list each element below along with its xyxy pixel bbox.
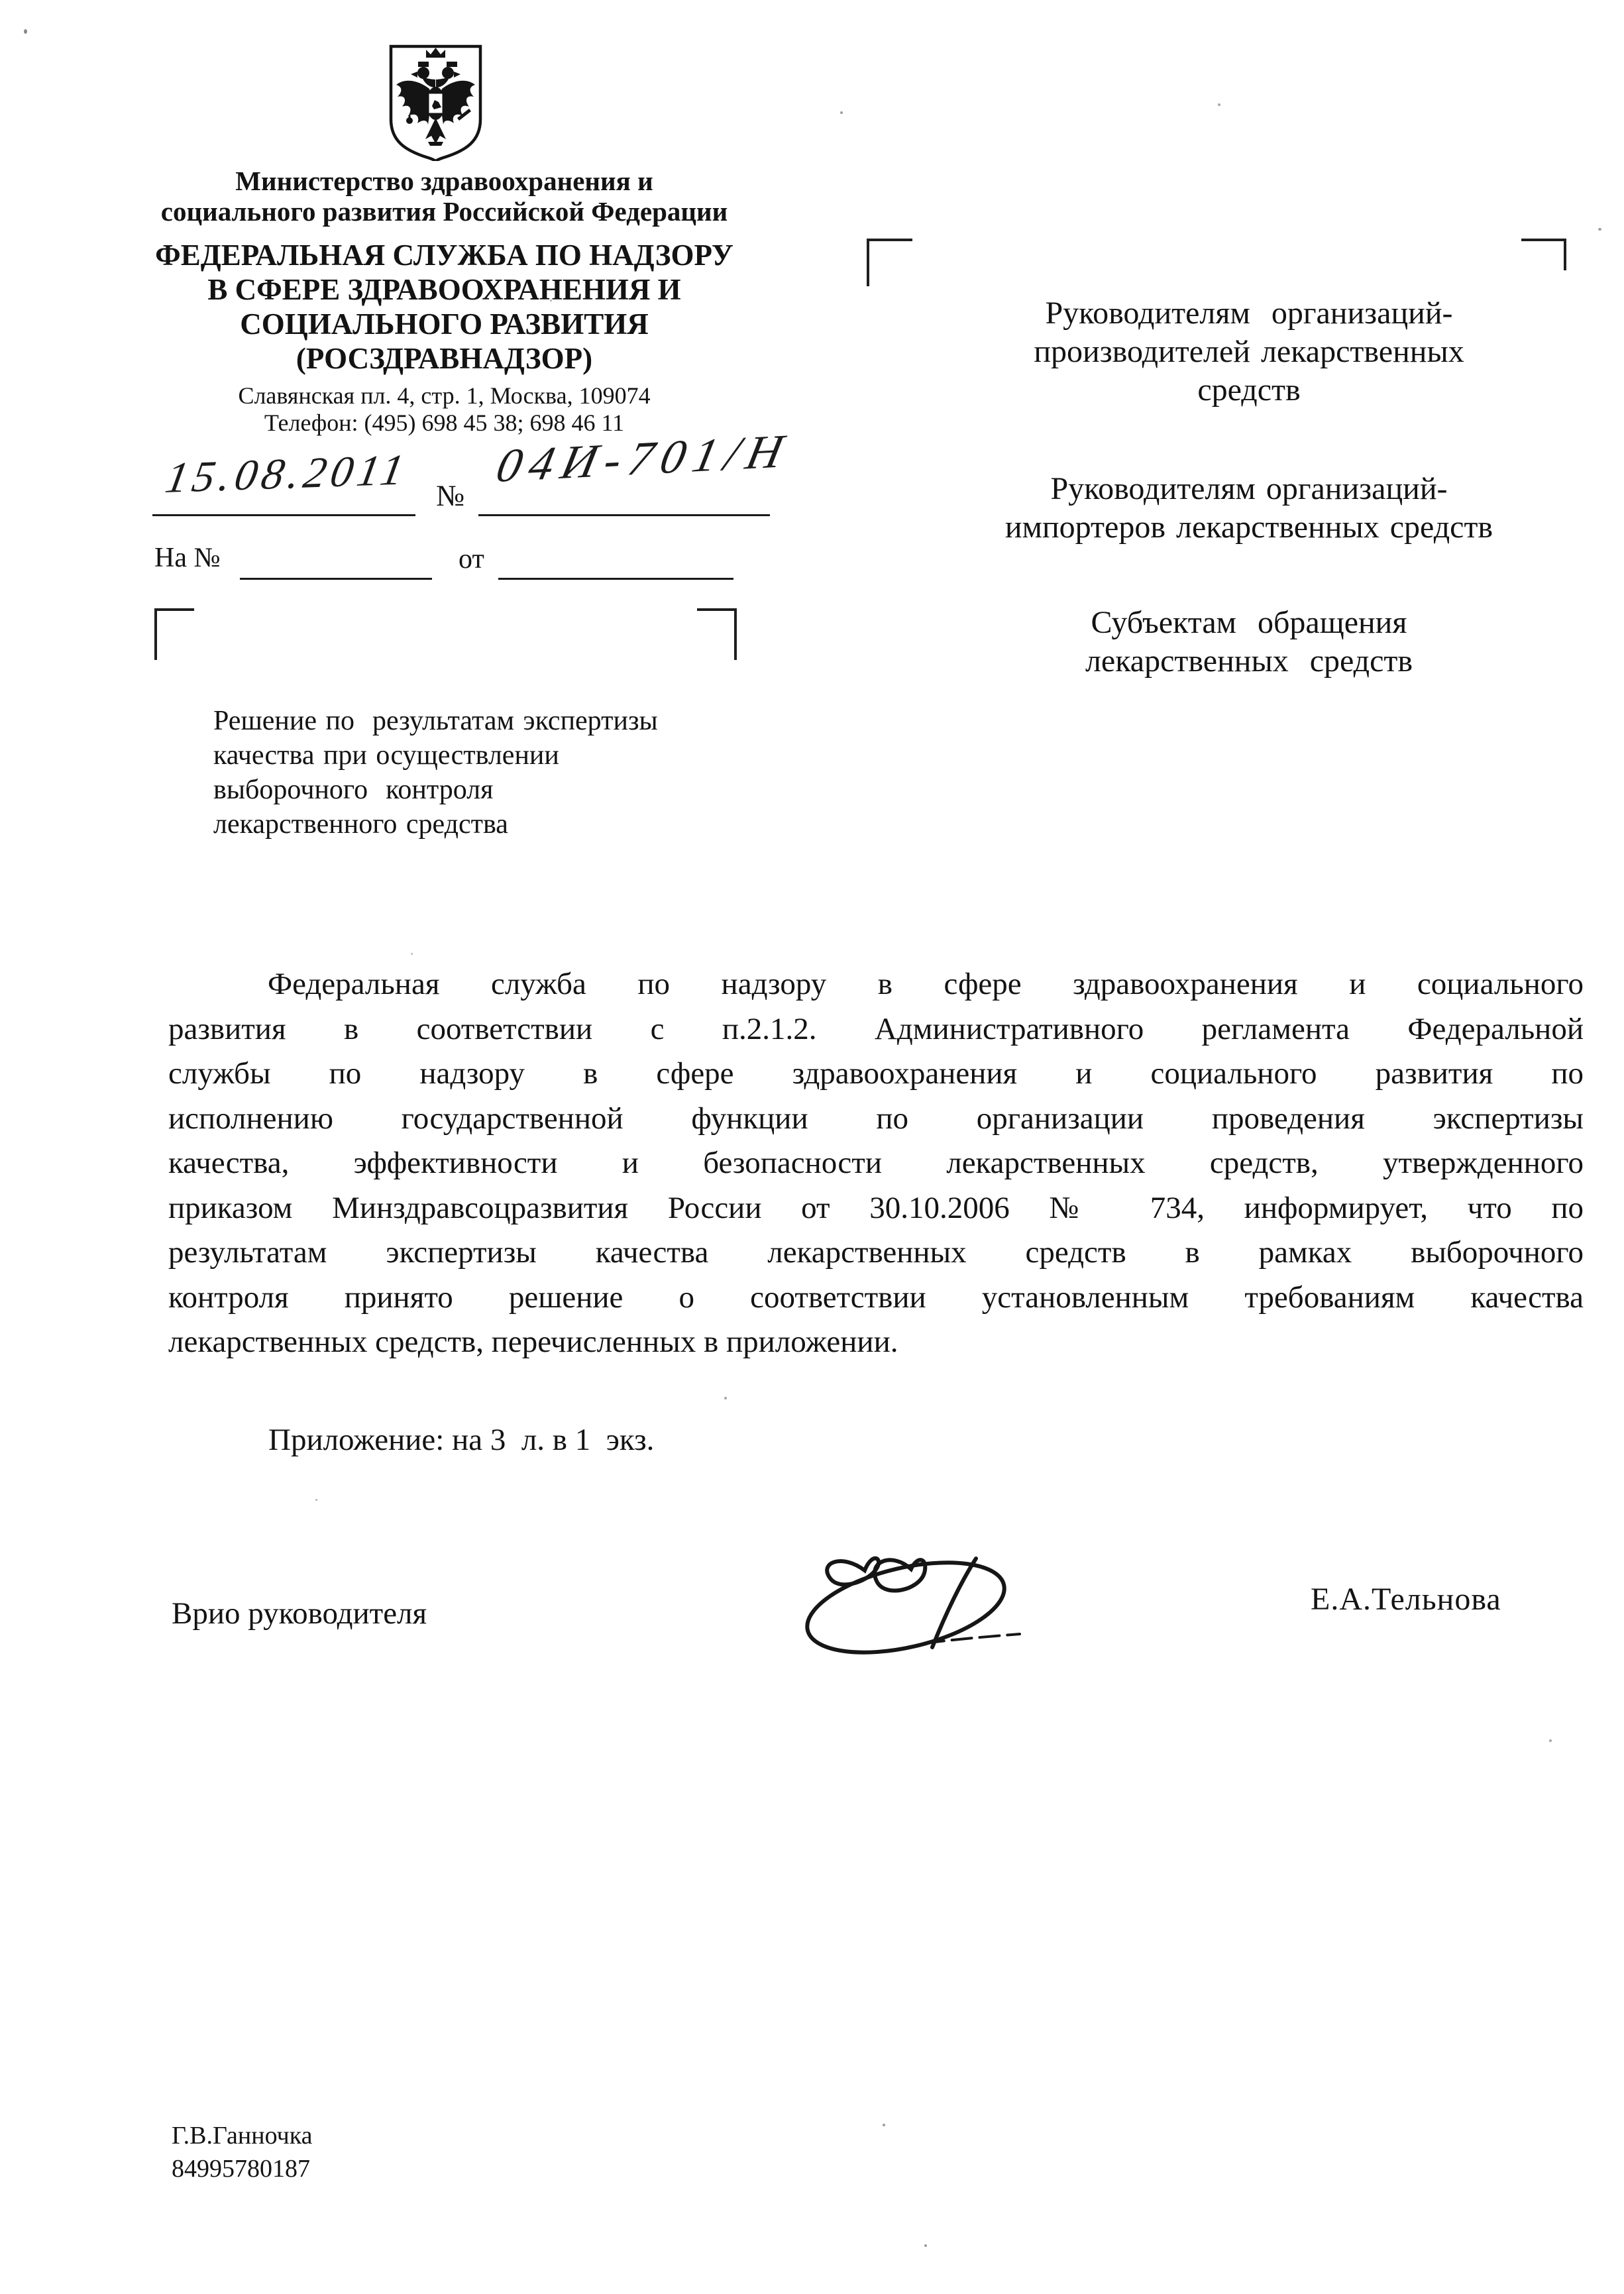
service-name-line: СОЦИАЛЬНОГО РАЗВИТИЯ (240, 307, 649, 341)
handwritten-outgoing-number: 04И-701/Н (492, 424, 796, 493)
ministry-header (118, 166, 771, 227)
signer-name: Е.А.Тельнова (1311, 1582, 1501, 1617)
body-line: лекарственных средств, перечисленных в приложении. (168, 1325, 898, 1359)
body-line: исполнению государственной функции по организации проведения экспертизы (168, 1101, 1584, 1136)
body-line: Федеральная служба по надзору в сфере здравоохранения и социального (268, 967, 1584, 1001)
scan-speck (1598, 228, 1601, 231)
recipient-line: Руководителям организаций- (1045, 296, 1453, 331)
recipient-line: производителей лекарственных (1034, 334, 1464, 369)
scan-speck (724, 1397, 727, 1399)
subject-line: лекарственного средства (213, 809, 508, 840)
body-line: результатам экспертизы качества лекарственных средств в рамках выборочного (168, 1235, 1584, 1270)
coat-of-arms-russia-icon (386, 41, 486, 161)
subject-block (213, 704, 810, 842)
executor-phone: 84995780187 (172, 2155, 310, 2183)
letterhead (118, 166, 771, 437)
scan-speck (1549, 1739, 1552, 1742)
ministry-line: Министерство здравоохранения и (235, 166, 653, 196)
letterhead-address: Славянская пл. 4, стр. 1, Москва, 109074 (238, 382, 651, 409)
scan-speck (550, 300, 552, 301)
reply-from-label: от (459, 544, 484, 574)
ministry-line: социального развития Российской Федерации (160, 196, 728, 227)
corner-bracket-right (697, 608, 737, 660)
body-line: качества, эффективности и безопасности лекарственных средств, утвержденного (168, 1146, 1584, 1180)
recipient-block-circulation-subjects (875, 604, 1623, 681)
signer-position: Врио руководителя (172, 1596, 427, 1631)
scan-speck (24, 29, 27, 34)
subject-line: качества при осуществлении (213, 740, 559, 771)
reply-date-blank-line (498, 578, 733, 580)
recipient-line: Руководителям организаций- (1050, 471, 1448, 506)
scan-speck (840, 111, 843, 114)
number-sign-label: № (436, 479, 464, 512)
subject-line: выборочного контроля (213, 775, 494, 805)
recipient-block-manufacturers (875, 294, 1623, 410)
scan-speck (924, 2244, 927, 2247)
scan-speck (411, 953, 413, 955)
scan-speck (315, 1499, 317, 1501)
reply-number-blank-line (240, 578, 432, 580)
corner-bracket-left (154, 608, 194, 660)
scan-speck (883, 2124, 885, 2126)
recipient-line: Субъектам обращения (1091, 605, 1407, 640)
recipient-line: средств (1197, 372, 1301, 408)
reply-to-number-label: На № (154, 543, 221, 573)
subject-line: Решение по результатам экспертизы (213, 706, 658, 736)
handwritten-date: 15.08.2011 (162, 445, 412, 503)
letterhead-phone: Телефон: (495) 698 45 38; 698 46 11 (264, 410, 625, 436)
recipient-line: лекарственных средств (1085, 643, 1413, 679)
date-underline (152, 514, 415, 516)
address-zone-bracket-left (867, 239, 912, 286)
body-line: развития в соответствии с п.2.1.2. Административного регламента Федеральной (168, 1011, 1584, 1046)
body-paragraph (168, 962, 1584, 1365)
signature-scribble (798, 1544, 1030, 1670)
service-name-line: В СФЕРЕ ЗДРАВООХРАНЕНИЯ И (207, 273, 681, 306)
service-header (118, 238, 771, 376)
service-name-line: ФЕДЕРАЛЬНАЯ СЛУЖБА ПО НАДЗОРУ (155, 239, 733, 272)
executor-name: Г.В.Ганночка (172, 2122, 313, 2150)
body-line: приказом Минздравсоцразвития России от 30.10.2006 № 734, информирует, что по (168, 1190, 1584, 1225)
executor-contact (172, 2119, 312, 2185)
recipient-block-importers (875, 470, 1623, 547)
recipient-line: импортеров лекарственных средств (1004, 510, 1493, 545)
body-line: службы по надзору в сфере здравоохранения и социального развития по (168, 1056, 1584, 1091)
body-line: контроля принято решение о соответствии установленным требованиям качества (168, 1280, 1584, 1315)
attachment-note: Приложение: на 3 л. в 1 экз. (268, 1423, 655, 1457)
number-underline (478, 514, 770, 516)
address-zone-bracket-right (1521, 239, 1566, 270)
service-name-line: (РОСЗДРАВНАДЗОР) (296, 342, 593, 375)
scan-speck (1218, 103, 1220, 106)
